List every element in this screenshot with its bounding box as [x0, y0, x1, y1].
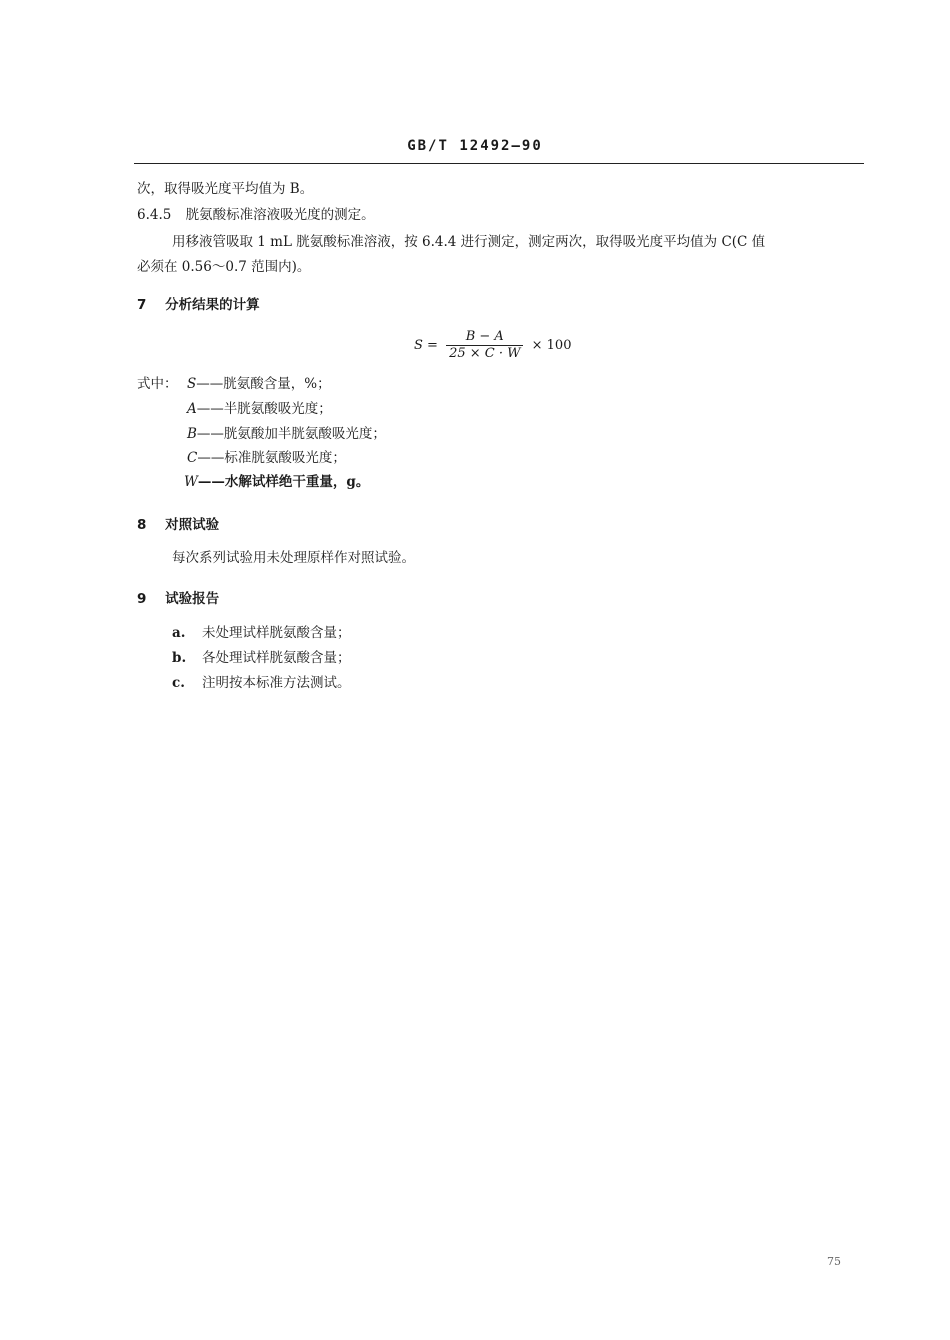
list-item-label: b. [172, 650, 187, 666]
formula-tail: × 100 [531, 338, 572, 353]
formula-lhs: S = [414, 338, 438, 353]
paragraph-line-1: 用移液管吸取 1 mL 胱氨酸标准溶液，按 6.4.4 进行测定，测定两次，取得吸光度平均值为 C(C 值 [172, 234, 766, 250]
definition-symbol: C [187, 450, 198, 466]
list-item-text: 未处理试样胱氨酸含量； [202, 625, 351, 641]
section-title: 对照试验 [165, 517, 220, 533]
section-6-4-5-heading [137, 206, 375, 224]
where-label: 式中： [137, 376, 178, 392]
section-title: 胱氨酸标准溶液吸光度的测定。 [185, 207, 375, 223]
definition-text: ——标准胱氨酸吸光度； [197, 450, 346, 466]
section-9-heading [137, 587, 219, 607]
document-header: GB/T 12492—90 [407, 138, 543, 154]
section-number: 7 [137, 297, 147, 313]
header-rule [134, 163, 864, 164]
section-8-heading [137, 513, 219, 533]
section-number: 8 [137, 517, 147, 533]
definition-item [187, 425, 386, 443]
list-item [172, 624, 351, 642]
definition-item [187, 375, 331, 393]
calculation-formula [414, 329, 571, 362]
list-item-text: 各处理试样胱氨酸含量； [202, 650, 351, 666]
paragraph-line-2: 必须在 0.56～0.7 范围内)。 [137, 259, 311, 275]
section-number: 6.4.5 [137, 207, 172, 223]
list-item-label: a. [172, 625, 186, 641]
section-title: 分析结果的计算 [165, 297, 260, 313]
section-8-text: 每次系列试验用未处理原样作对照试验。 [172, 550, 415, 566]
list-item-label: c. [172, 675, 185, 691]
definition-symbol: B [187, 426, 197, 442]
definition-symbol: W [184, 474, 198, 490]
definition-symbol: S [187, 376, 197, 392]
list-item-text: 注明按本标准方法测试。 [202, 675, 351, 691]
definition-item [187, 449, 346, 467]
definition-symbol: A [187, 401, 197, 417]
definition-text: ——胱氨酸加半胱氨酸吸光度； [196, 426, 386, 442]
list-item [172, 649, 351, 667]
list-item [172, 674, 351, 692]
continuation-line: 次，取得吸光度平均值为 B。 [137, 181, 314, 197]
definition-text: ——胱氨酸含量，%； [196, 376, 331, 392]
definition-item [184, 473, 369, 491]
definition-item [187, 400, 332, 418]
definition-text: ——半胱氨酸吸光度； [196, 401, 332, 417]
formula-numerator: B − A [446, 329, 523, 346]
definition-text: ——水解试样绝干重量，g。 [197, 474, 370, 490]
section-title: 试验报告 [165, 591, 220, 607]
section-7-heading [137, 293, 260, 313]
section-number: 9 [137, 591, 147, 607]
page-number: 75 [827, 1255, 841, 1268]
formula-denominator: 25 × C · W [449, 346, 521, 361]
formula-fraction [446, 329, 523, 362]
